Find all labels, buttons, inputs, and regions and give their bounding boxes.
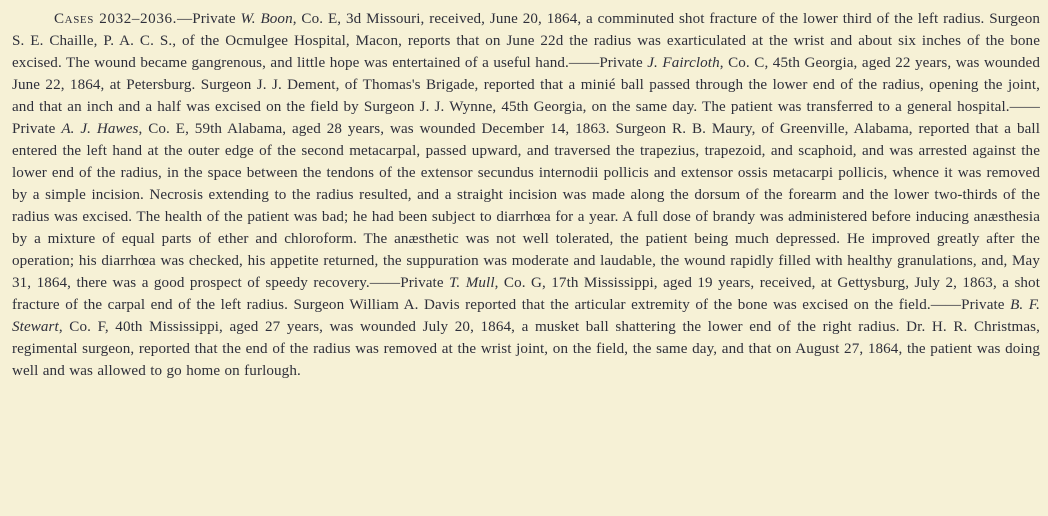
case-heading: Cases 2032–2036. bbox=[54, 11, 177, 27]
case-text: , Co. F, 40th Mississippi, aged 27 years, was wounded July 20, 1864, a musket ball shattering the lower end of the right radius. Dr. H. R. Christmas, regimental surgeon, reported that the end of the radius was removed at the wrist joint, on the field, the same day, and that on August 27, 1864, the patient was doing well and was allowed to go home on furlough. bbox=[12, 319, 1040, 379]
case-text: , Co. C, 45th Georgia, aged 22 years, was wounded June 22, 1864, at Petersburg. Surgeon J. J. Dement, of Thomas's Brigade, reported that a minié ball passed through the lower end of the radius, opening the joint, and that an inch and a half was excised on the field by Surgeon J. J. Wynne, 45th Georgia, on the same day. The patient was transferred to a general hospital.——Private bbox=[12, 55, 1041, 137]
case-text: , Co. E, 59th Alabama, aged 28 years, was wounded December 14, 1863. Surgeon R. B. Maury, of Greenville, Alabama, reported that a ball entered the left hand at the outer edge of the second metacarpal, passed upward, and traversed the trapezius, trapezoid, and scaphoid, and was arrested against the lower end of the radius, in the space between the tendons of the extensor secundus internodii pollicis and extensor ossis metacarpi pollicis, whence it was removed by a simple incision. Necrosis extending to the radius resulted, and a straight incision was made along the dorsum of the forearm and the lower two-thirds of the radius was excised. The health of the patient was bad; he had been subject to diarrhœa for a year. A full dose of brandy was administered before inducing anæsthesia by a mixture of equal parts of ether and chloroform. The anæsthetic was not well tolerated, the patient being much depressed. He improved greatly after the operation; his diarrhœa was checked, his appetite returned, the suppuration was moderate and laudable, the wound rapidly filled with healthy granulations, and, May 31, 1864, there was a good prospect of speedy recovery.——Private bbox=[12, 121, 1040, 291]
patient-name: T. Mull bbox=[449, 275, 495, 291]
patient-name: W. Boon bbox=[240, 11, 293, 27]
patient-name: B. F. Stewart bbox=[12, 297, 1040, 335]
patient-name: J. Faircloth bbox=[647, 55, 720, 71]
case-paragraph bbox=[12, 8, 1040, 382]
patient-name: A. J. Hawes bbox=[61, 121, 139, 137]
case-text: , Co. G, 17th Mississippi, aged 19 years, received, at Gettysburg, July 2, 1863, a shot fracture of the carpal end of the left radius. Surgeon William A. Davis reported that the articular extremity of the bone was excised on the field.——Private bbox=[12, 275, 1040, 313]
case-text: , Co. E, 3d Missouri, received, June 20, 1864, a comminuted shot fracture of the lower third of the left radius. Surgeon S. E. Chaille, P. A. C. S., of the Ocmulgee Hospital, Macon, reports that on June 22d the radius was exarticulated at the wrist and about six inches of the bone excised. The wound became gangrenous, and little hope was entertained of a useful hand.——Private bbox=[12, 11, 1040, 71]
case-text: —Private bbox=[177, 11, 241, 27]
